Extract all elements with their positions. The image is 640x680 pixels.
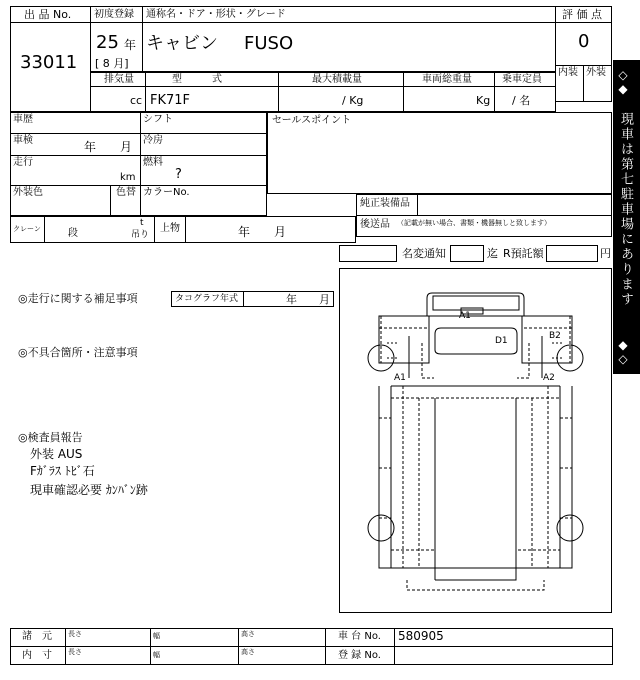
lot-label: 出 品 No.: [24, 8, 72, 21]
displacement-unit: cc: [130, 94, 143, 107]
damage-mark-d1: D1: [495, 336, 508, 346]
capacity-label: 乗車定員: [502, 74, 542, 85]
history-label: 車歴: [13, 114, 33, 125]
name-change-blank: [339, 245, 397, 262]
fuel-value: ?: [175, 167, 182, 182]
driving-notes-label: ◎走行に関する補足事項: [18, 292, 138, 305]
first-reg-month: [ 8 月]: [95, 57, 129, 70]
brand-name: FUSO: [244, 33, 294, 54]
model-grade-label: 通称名・ドア・形状・グレード: [146, 9, 286, 20]
name-change-label: 名変通知: [402, 247, 446, 260]
inner-length-label: 長さ: [68, 648, 82, 656]
inner-width-label: 幅: [153, 651, 160, 659]
r-deposit-value: [546, 245, 598, 262]
gross-weight-value: Kg: [476, 94, 491, 107]
aircon-label: 冷房: [143, 135, 163, 146]
damage-mark-a1-left: A1: [394, 373, 406, 383]
inspector-label: ◎検査員報告: [18, 431, 83, 444]
side-banner-text: 現車は第七駐車場にあります: [618, 112, 633, 307]
inspector-line-1: 外装 AUS: [30, 447, 83, 461]
chassis-value: 580905: [398, 629, 444, 643]
dims-height-label: 高さ: [241, 630, 255, 638]
crane-hook: 吊り: [131, 230, 150, 240]
deadline-char: 迄: [487, 247, 498, 260]
side-banner-top-marks: ◇◆: [616, 68, 630, 96]
side-banner-bottom-marks: ◆◇: [616, 338, 630, 366]
mount-value: 年 月: [238, 225, 287, 239]
year-unit: 年: [124, 38, 137, 52]
model-name: キャビン: [146, 33, 218, 54]
first-reg-year: 25: [96, 32, 119, 53]
score-value: 0: [578, 31, 590, 52]
first-reg-label: 初度登録: [94, 9, 134, 20]
inner-height-label: 高さ: [241, 648, 255, 656]
tachograph-label: タコグラフ年式: [175, 294, 239, 304]
max-load-value: / Kg: [342, 94, 364, 107]
chassis-label: 車 台 No.: [338, 631, 381, 642]
color-code-label: カラーNo.: [143, 187, 190, 198]
capacity-value: / 名: [512, 94, 531, 107]
crane-row: [10, 216, 356, 243]
exterior-label: 外装: [586, 67, 606, 78]
score-label: 評 価 点: [562, 8, 602, 21]
inner-dims-label: 内 寸: [22, 650, 52, 661]
yen-label: 円: [600, 247, 611, 260]
model-code-label: 型 式: [172, 74, 222, 85]
max-load-label: 最大積載量: [312, 74, 362, 85]
shift-label: シフト: [143, 114, 173, 125]
dims-length-label: 長さ: [68, 630, 82, 638]
delivery-note: （記載が無い場合、書類・機器無しと致します）: [397, 219, 551, 227]
interior-label: 内装: [558, 67, 578, 78]
details-left: [10, 112, 267, 216]
inspection-value: 年 月: [84, 140, 133, 154]
inspector-line-3: 現車確認必要 ｶﾝﾊﾞﾝ跡: [30, 483, 148, 497]
model-code: FK71F: [150, 93, 191, 108]
r-deposit-label: R預託額: [503, 247, 544, 260]
sales-points-label: セールスポイント: [272, 115, 352, 126]
ext-color-label: 外装色: [13, 187, 43, 198]
defects-label: ◎不具合箇所・注意事項: [18, 346, 138, 359]
inspection-label: 車検: [13, 135, 33, 146]
dims-width-label: 幅: [153, 632, 160, 640]
dims-label: 諸 元: [22, 631, 52, 642]
damage-mark-a1-windshield: A1: [459, 311, 471, 321]
mount-label: 上物: [160, 223, 180, 234]
fuel-label: 燃料: [143, 157, 163, 168]
lot-number: 33011: [20, 52, 78, 73]
crane-label: クレーン: [13, 225, 41, 233]
crane-t: t: [140, 218, 144, 228]
mileage-label: 走行: [13, 157, 33, 168]
name-change-date: [450, 245, 484, 262]
mileage-unit: km: [120, 172, 136, 183]
delivery-label: 後送品: [360, 219, 390, 230]
crane-stage: 段: [68, 228, 78, 239]
displacement-label: 排気量: [104, 74, 134, 85]
damage-mark-b2: B2: [549, 331, 561, 341]
inspector-line-2: Fｶﾞﾗｽ ﾄﾋﾞ石: [30, 464, 95, 478]
tachograph-value: 年 月: [286, 293, 330, 306]
truck-diagram: [339, 268, 612, 613]
genuine-equip-label: 純正装備品: [360, 198, 410, 209]
gross-weight-label: 車両総重量: [422, 74, 472, 85]
reg-label: 登 録 No.: [338, 650, 381, 661]
damage-mark-a2-right: A2: [543, 373, 555, 383]
color-no-label: 色替: [116, 187, 136, 198]
